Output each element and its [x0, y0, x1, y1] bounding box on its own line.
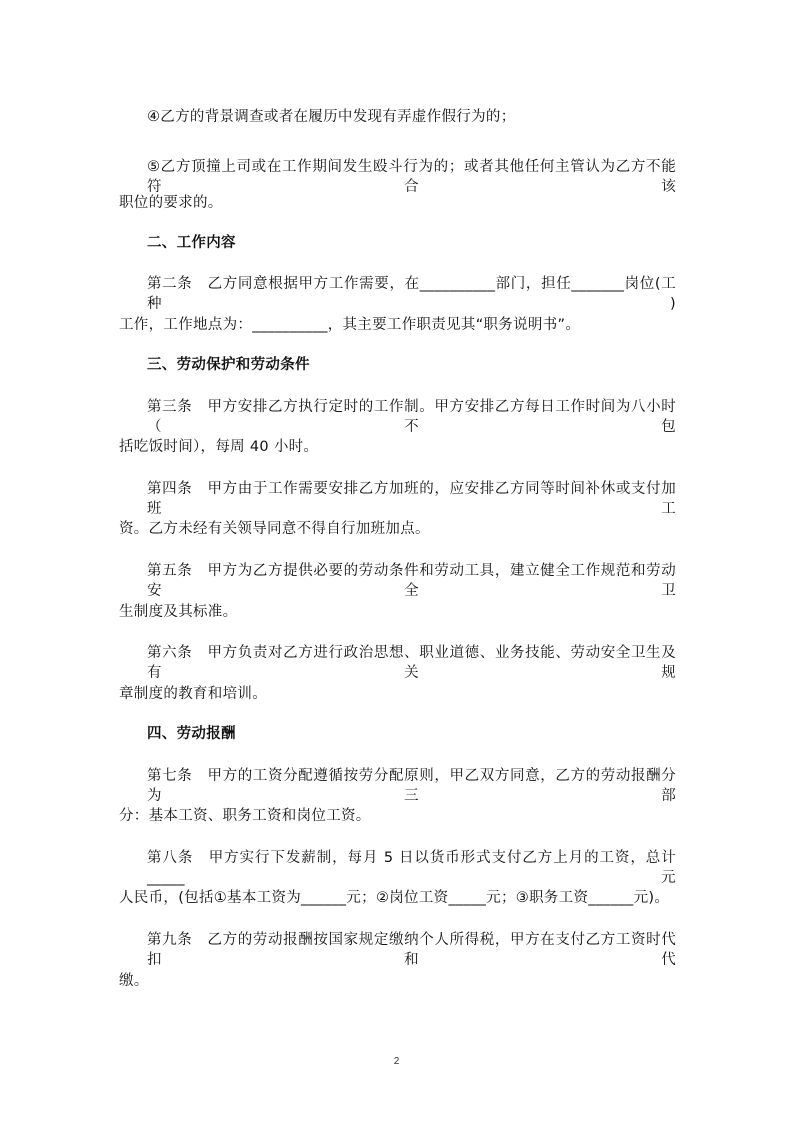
paragraph-line: 第九条 乙方的劳动报酬按国家规定缴纳个人所得税，甲方在支付乙方工资时代扣和代	[147, 932, 676, 968]
paragraph-line: 第五条 甲方为乙方提供必要的劳动条件和劳动工具，建立健全工作规范和劳动安全卫	[147, 563, 676, 599]
paragraph-line: 第二条 乙方同意根据甲方工作需要，在__________部门，担任_______岗位(工种)	[147, 276, 676, 312]
paragraph-line: 工作，工作地点为：__________，其主要工作职责见其“职务说明书”。	[119, 317, 581, 333]
paragraph-line: 资。乙方未经有关领导同意不得自行加班加点。	[119, 521, 430, 537]
paragraph-line: 第四条 甲方由于工作需要安排乙方加班的，应安排乙方同等时间补休或支付加班工	[147, 481, 676, 517]
paragraph-line: 第六条 甲方负责对乙方进行政治思想、职业道德、业务技能、劳动安全卫生及有关规	[147, 645, 676, 681]
paragraph-line: 第七条 甲方的工资分配遵循按劳分配原则，甲乙双方同意，乙方的劳动报酬分为三部	[147, 768, 676, 804]
page-number: 2	[393, 1056, 400, 1067]
paragraph-line: 生制度及其标准。	[119, 604, 238, 620]
paragraph-line: 缴。	[119, 973, 149, 989]
paragraph-line: 职位的要求的。	[119, 195, 223, 211]
section-heading: 二、工作内容	[147, 235, 236, 251]
paragraph-line: ④乙方的背景调查或者在履历中发现有弄虚作假行为的；	[147, 109, 516, 125]
paragraph-line: 第三条 甲方安排乙方执行定时的工作制。甲方安排乙方每日工作时间为八小时（不包	[147, 399, 676, 435]
section-heading: 三、劳动保护和劳动条件	[147, 357, 310, 373]
paragraph-line: 分：基本工资、职务工资和岗位工资。	[119, 808, 371, 824]
paragraph-line: 第八条 甲方实行下发薪制，每月 5 日以货币形式支付乙方上月的工资，总计_____元	[147, 850, 676, 886]
paragraph-line: ⑤乙方顶撞上司或在工作期间发生殴斗行为的；或者其他任何主管认为乙方不能符合该	[147, 159, 676, 195]
section-heading: 四、劳动报酬	[147, 726, 236, 742]
paragraph-line: 章制度的教育和培训。	[119, 686, 267, 702]
paragraph-line: 括吃饭时间），每周 40 小时。	[119, 439, 319, 455]
paragraph-line: 人民币，(包括①基本工资为______元；②岗位工资_____元；③职务工资______元)。	[119, 890, 670, 906]
